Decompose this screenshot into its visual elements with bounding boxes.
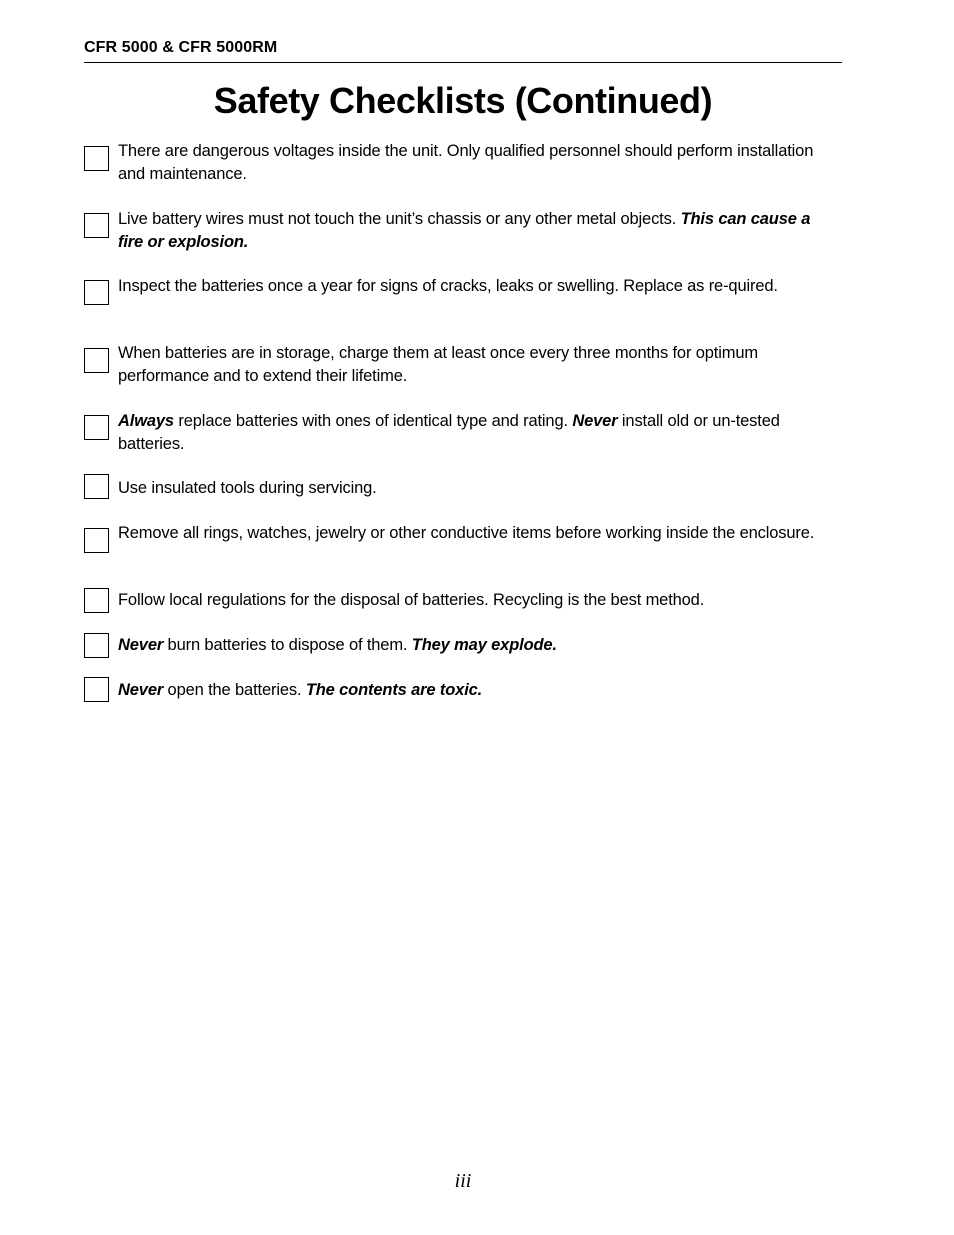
checklist-item-text (118, 634, 830, 657)
checkbox[interactable] (84, 633, 109, 658)
document-header-title: CFR 5000 & CFR 5000RM (84, 39, 278, 56)
checkbox[interactable] (84, 348, 109, 373)
checklist-item-text (118, 410, 830, 455)
text-segment: Live battery wires must not touch the unit’s chassis or any other metal objects. (118, 210, 681, 228)
emphasis-text: Never (572, 412, 618, 430)
checkbox[interactable] (84, 146, 109, 171)
checkbox[interactable] (84, 474, 109, 499)
page-number: iii (454, 1170, 472, 1192)
emphasis-text: This can cause a fire or explosion. (118, 210, 811, 251)
text-segment: Inspect the batteries once a year for signs of cracks, leaks or swelling. Replace as re-quired. (118, 277, 778, 295)
text-segment: Remove all rings, watches, jewelry or other conductive items before working inside the enclosure. (118, 524, 815, 542)
checklist-item-text (118, 208, 830, 253)
text-segment: install old or un-tested batteries. (118, 412, 780, 453)
checkbox[interactable] (84, 280, 109, 305)
text-segment: open the batteries. (163, 681, 306, 699)
checklist-item-text (118, 275, 830, 298)
emphasis-text: The contents are toxic. (305, 681, 483, 699)
checklist-item-text (118, 522, 830, 545)
page-title: Safety Checklists (Continued) (213, 80, 713, 121)
checklist-item-text (118, 477, 830, 500)
text-segment: replace batteries with ones of identical type and rating. (173, 412, 573, 430)
text-segment: Follow local regulations for the disposal of batteries. Recycling is the best method. (118, 591, 705, 609)
checklist-item-text (118, 589, 830, 612)
checklist-item-text (118, 140, 830, 185)
checkbox[interactable] (84, 415, 109, 440)
emphasis-text: Never (118, 681, 164, 699)
safety-checklist (84, 0, 844, 1235)
checkbox[interactable] (84, 677, 109, 702)
text-segment: There are dangerous voltages inside the unit. Only qualified personnel should perform installation and maintenance. (118, 142, 814, 183)
emphasis-text: Always (118, 412, 174, 430)
checkbox[interactable] (84, 588, 109, 613)
checklist-item-text (118, 679, 830, 702)
text-segment: burn batteries to dispose of them. (163, 636, 412, 654)
checkbox[interactable] (84, 213, 109, 238)
text-segment: Use insulated tools during servicing. (118, 479, 377, 497)
text-segment: When batteries are in storage, charge them at least once every three months for optimum performance and to extend their lifetime. (118, 344, 758, 385)
emphasis-text: Never (118, 636, 164, 654)
emphasis-text: They may explode. (411, 636, 557, 654)
checklist-item-text (118, 342, 830, 387)
checkbox[interactable] (84, 528, 109, 553)
